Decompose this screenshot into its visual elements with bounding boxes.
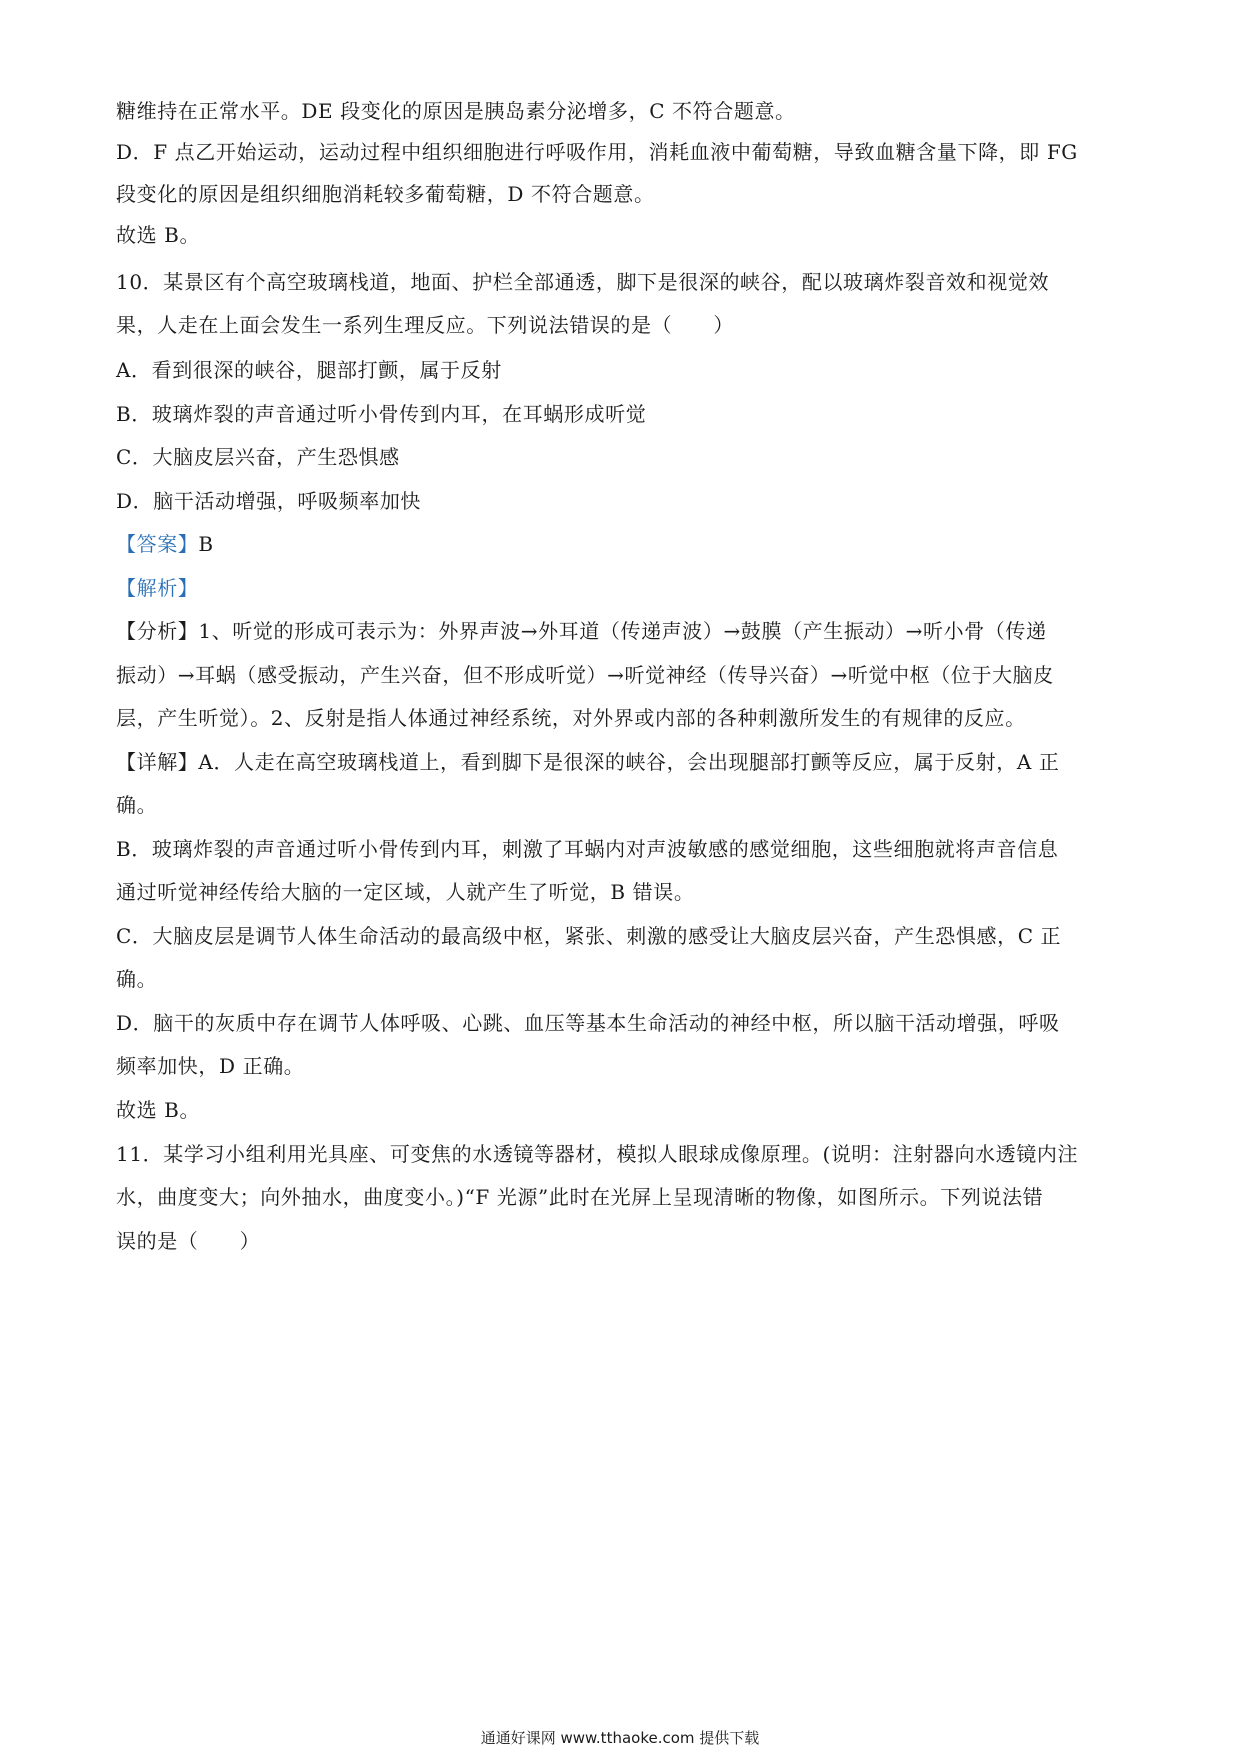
option-a: A．看到很深的峡谷，腿部打颤，属于反射 — [116, 358, 502, 382]
analysis-line: B．玻璃炸裂的声音通过听小骨传到内耳，刺激了耳蜗内对声波敏感的感觉细胞，这些细胞就将声音信息 — [116, 837, 1059, 861]
answer-value: B — [198, 532, 214, 556]
analysis-line: 确。 — [116, 793, 158, 817]
analysis-line: 振动）→耳蜗（感受振动，产生兴奋，但不形成听觉）→听觉神经（传导兴奋）→听觉中枢（位于大脑皮 — [116, 663, 1054, 687]
answer-line — [116, 530, 214, 558]
text-line: 故选 B。 — [116, 223, 201, 247]
answer-tag: 【答案】 — [116, 532, 199, 556]
analysis-line: C．大脑皮层是调节人体生命活动的最高级中枢，紧张、刺激的感受让大脑皮层兴奋，产生恐惧感，C 正 — [116, 924, 1062, 948]
text-line: D．F 点乙开始运动，运动过程中组织细胞进行呼吸作用，消耗血液中葡萄糖，导致血糖含量下降，即 FG — [116, 140, 1078, 164]
analysis-line: 频率加快，D 正确。 — [116, 1054, 305, 1078]
question-10-stem: 10．某景区有个高空玻璃栈道，地面、护栏全部通透，脚下是很深的峡谷，配以玻璃炸裂音效和视觉效 — [116, 270, 1050, 294]
analysis-line: 【详解】A．人走在高空玻璃栈道上，看到脚下是很深的峡谷，会出现腿部打颤等反应，属于反射，A 正 — [116, 750, 1060, 774]
question-11-stem: 水，曲度变大；向外抽水，曲度变小。)“F 光源”此时在光屏上呈现清晰的物像，如图所示。下列说法错 — [116, 1185, 1044, 1209]
option-d: D．脑干活动增强，呼吸频率加快 — [116, 489, 422, 513]
question-11-stem: 误的是（ ） — [116, 1229, 261, 1253]
option-b: B．玻璃炸裂的声音通过听小骨传到内耳，在耳蜗形成听觉 — [116, 402, 647, 426]
question-10-stem: 果，人走在上面会发生一系列生理反应。下列说法错误的是（ ） — [116, 313, 734, 337]
option-c: C．大脑皮层兴奋，产生恐惧感 — [116, 445, 400, 469]
text-line: 糖维持在正常水平。DE 段变化的原因是胰岛素分泌增多，C 不符合题意。 — [116, 99, 796, 123]
analysis-line: 确。 — [116, 967, 158, 991]
analysis-line: 通过听觉神经传给大脑的一定区域，人就产生了听觉，B 错误。 — [116, 880, 695, 904]
analysis-line: 【分析】1、听觉的形成可表示为：外界声波→外耳道（传递声波）→鼓膜（产生振动）→听小骨（传递 — [116, 619, 1047, 643]
page-footer: 通通好课网 www.tthaoke.com 提供下载 — [480, 1729, 760, 1747]
analysis-line: D．脑干的灰质中存在调节人体呼吸、心跳、血压等基本生命活动的神经中枢，所以脑干活动增强，呼吸 — [116, 1011, 1060, 1035]
analysis-line: 故选 B。 — [116, 1098, 201, 1122]
question-11-stem: 11．某学习小组利用光具座、可变焦的水透镜等器材，模拟人眼球成像原理。(说明：注射器向水透镜内注 — [116, 1142, 1079, 1166]
text-line: 段变化的原因是组织细胞消耗较多葡萄糖，D 不符合题意。 — [116, 182, 655, 206]
analysis-line: 层，产生听觉）。2、反射是指人体通过神经系统，对外界或内部的各种刺激所发生的有规律的反应。 — [116, 706, 1026, 730]
analysis-tag: 【解析】 — [116, 576, 199, 600]
